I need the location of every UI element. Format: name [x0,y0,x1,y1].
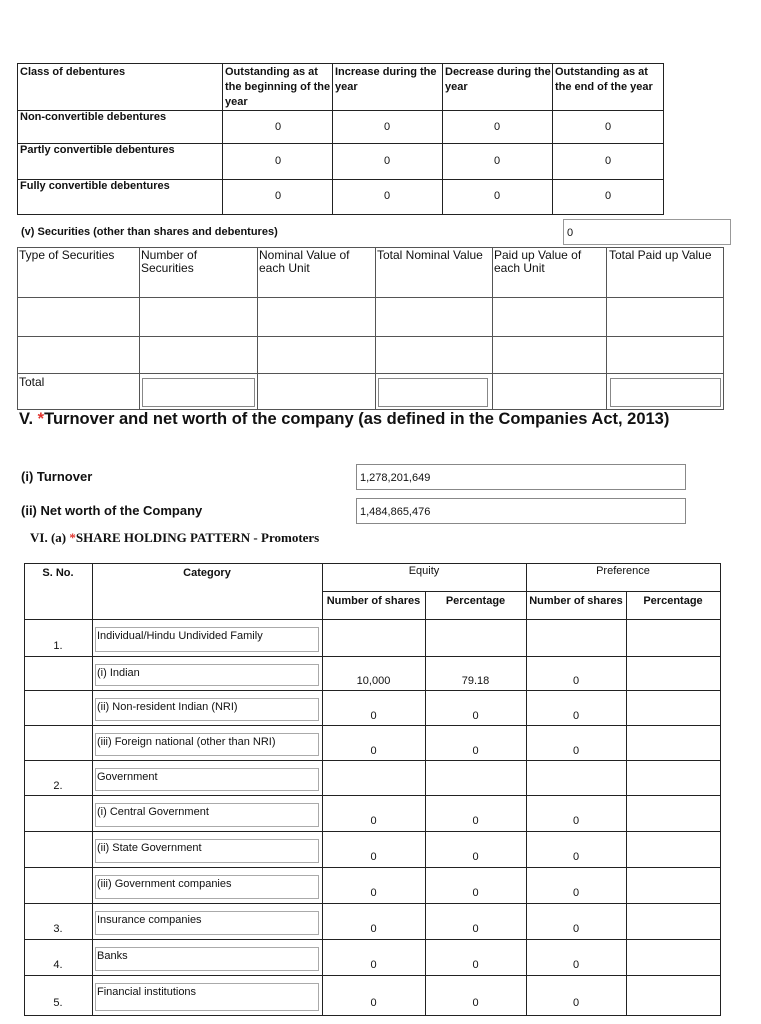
securities-title: (v) Securities (other than shares and debentures) [21,226,278,238]
grid-line [322,563,323,1015]
total-paid-up-field[interactable] [610,378,721,407]
pref-number-cell: 0 [572,744,580,757]
grid-line [92,563,93,1015]
turnover-value: 1,278,201,649 [360,472,431,484]
equity-percentage-cell: 0 [472,709,479,722]
networth-field[interactable] [356,498,686,524]
equity-number-cell: 0 [370,997,377,1009]
pref-number-cell: 0 [572,815,580,827]
grid-line [24,725,721,726]
equity-number-cell: 0 [370,887,377,899]
grid-line [322,591,721,592]
cell-value: 0 [383,155,391,167]
row-number: 2. [53,779,63,792]
securities-value: 0 [567,227,574,239]
header-outstanding-beginning: Outstanding as at the beginning of the year [225,66,331,108]
equity-percentage-cell: 0 [472,959,479,971]
row-label-fully: Fully convertible debentures [20,180,170,192]
cell-value: 0 [274,121,282,133]
grid-line [526,563,527,1015]
total-label: Total [19,375,45,389]
cell-value: 0 [274,190,282,202]
equity-number-cell: 0 [370,851,377,863]
pref-number-cell: 0 [572,997,580,1009]
equity-number-cell: 0 [370,815,377,827]
header-total-nominal: Total Nominal Value [377,248,483,262]
equity-number-cell: 10,000 [356,675,391,687]
header-equity: Equity [408,565,440,577]
grid-line [24,975,721,976]
cell-value: 0 [604,190,612,202]
header-decrease: Decrease during the year [445,66,551,93]
cell-value: 0 [604,121,612,133]
networth-value: 1,484,865,476 [360,506,431,518]
equity-number-cell: 0 [370,959,377,971]
row-number: 5. [53,997,63,1009]
turnover-label: (i) Turnover [21,469,93,484]
grid-line [24,619,721,620]
pref-number-cell: 0 [572,887,580,899]
row-number: 4. [53,959,63,971]
grid-line [24,831,721,832]
shareholding-heading: VI. (a) *SHARE HOLDING PATTERN - Promoters [30,530,320,545]
grid-line [24,903,721,904]
cell-value: 0 [493,190,501,202]
grid-line [720,563,721,1015]
header-equity-number: Number of shares [326,595,421,607]
category-label: Financial institutions [97,986,197,998]
header-preference: Preference [596,565,650,577]
turnover-heading: V. *Turnover and net worth of the company (as defined in the Companies Act, 2013) [19,410,670,428]
securities-value-field[interactable] [563,219,731,245]
equity-percentage-cell: 0 [472,997,479,1009]
cell-value: 0 [493,155,501,167]
equity-percentage-cell: 0 [472,815,479,827]
category-label: (ii) Non-resident Indian (NRI) [97,701,238,713]
grid-line [626,591,627,1015]
row-label-partly: Partly convertible debentures [20,144,175,156]
header-category: Category [183,567,231,579]
category-label: (iii) Government companies [97,878,232,890]
grid-line [24,1015,721,1016]
grid-line [24,563,721,564]
equity-percentage-cell: 0 [472,887,479,899]
turnover-field[interactable] [356,464,686,490]
header-equity-percentage: Percentage [445,595,506,607]
category-label: (i) Indian [97,667,140,679]
pref-number-cell: 0 [572,851,580,863]
cell-value: 0 [274,155,282,167]
header-sno: S. No. [42,567,74,579]
cell-value: 0 [383,121,391,133]
category-label: Insurance companies [97,914,202,926]
grid-line [24,690,721,691]
total-number-field[interactable] [142,378,255,407]
cell-value: 0 [383,190,391,202]
grid-line [24,795,721,796]
total-nominal-field[interactable] [378,378,488,407]
equity-percentage-cell: 79.18 [461,675,490,687]
grid-line [24,939,721,940]
grid-line [24,867,721,868]
header-nominal-value: Nominal Value of each Unit [259,248,350,275]
category-label: (i) Central Government [97,806,209,818]
grid-line [24,656,721,657]
header-class-of-debentures: Class of debentures [20,66,126,78]
grid-line [24,760,721,761]
equity-percentage-cell: 0 [472,851,479,863]
category-label: Individual/Hindu Undivided Family [97,630,263,642]
header-increase: Increase during the year [335,66,437,93]
networth-label: (ii) Net worth of the Company [21,503,203,518]
header-outstanding-end: Outstanding as at the end of the year [555,66,653,93]
category-label: (ii) State Government [97,842,202,854]
header-type-of-securities: Type of Securities [19,248,115,262]
header-pref-percentage: Percentage [643,595,703,607]
header-pref-number: Number of shares [529,595,623,607]
row-number: 3. [53,923,63,935]
equity-number-cell: 0 [370,709,377,722]
equity-percentage-cell: 0 [472,744,479,757]
category-label: (iii) Foreign national (other than NRI) [97,736,276,748]
grid-line [425,591,426,1015]
pref-number-cell: 0 [572,923,580,935]
cell-value: 0 [493,121,501,133]
pref-number-cell: 0 [572,675,580,687]
category-label: Banks [97,950,128,962]
header-total-paid-up: Total Paid up Value [609,248,712,262]
equity-number-cell: 0 [370,923,377,935]
equity-number-cell: 0 [370,744,377,757]
category-label: Government [97,771,158,783]
row-label-nonconvertible: Non-convertible debentures [20,111,167,123]
equity-percentage-cell: 0 [472,923,479,935]
row-number: 1. [53,639,63,652]
pref-number-cell: 0 [572,709,580,722]
cell-value: 0 [604,155,612,167]
header-paid-up-value: Paid up Value of each Unit [494,248,582,275]
header-number-of-securities: Number of Securities [141,248,198,275]
pref-number-cell: 0 [572,959,580,971]
